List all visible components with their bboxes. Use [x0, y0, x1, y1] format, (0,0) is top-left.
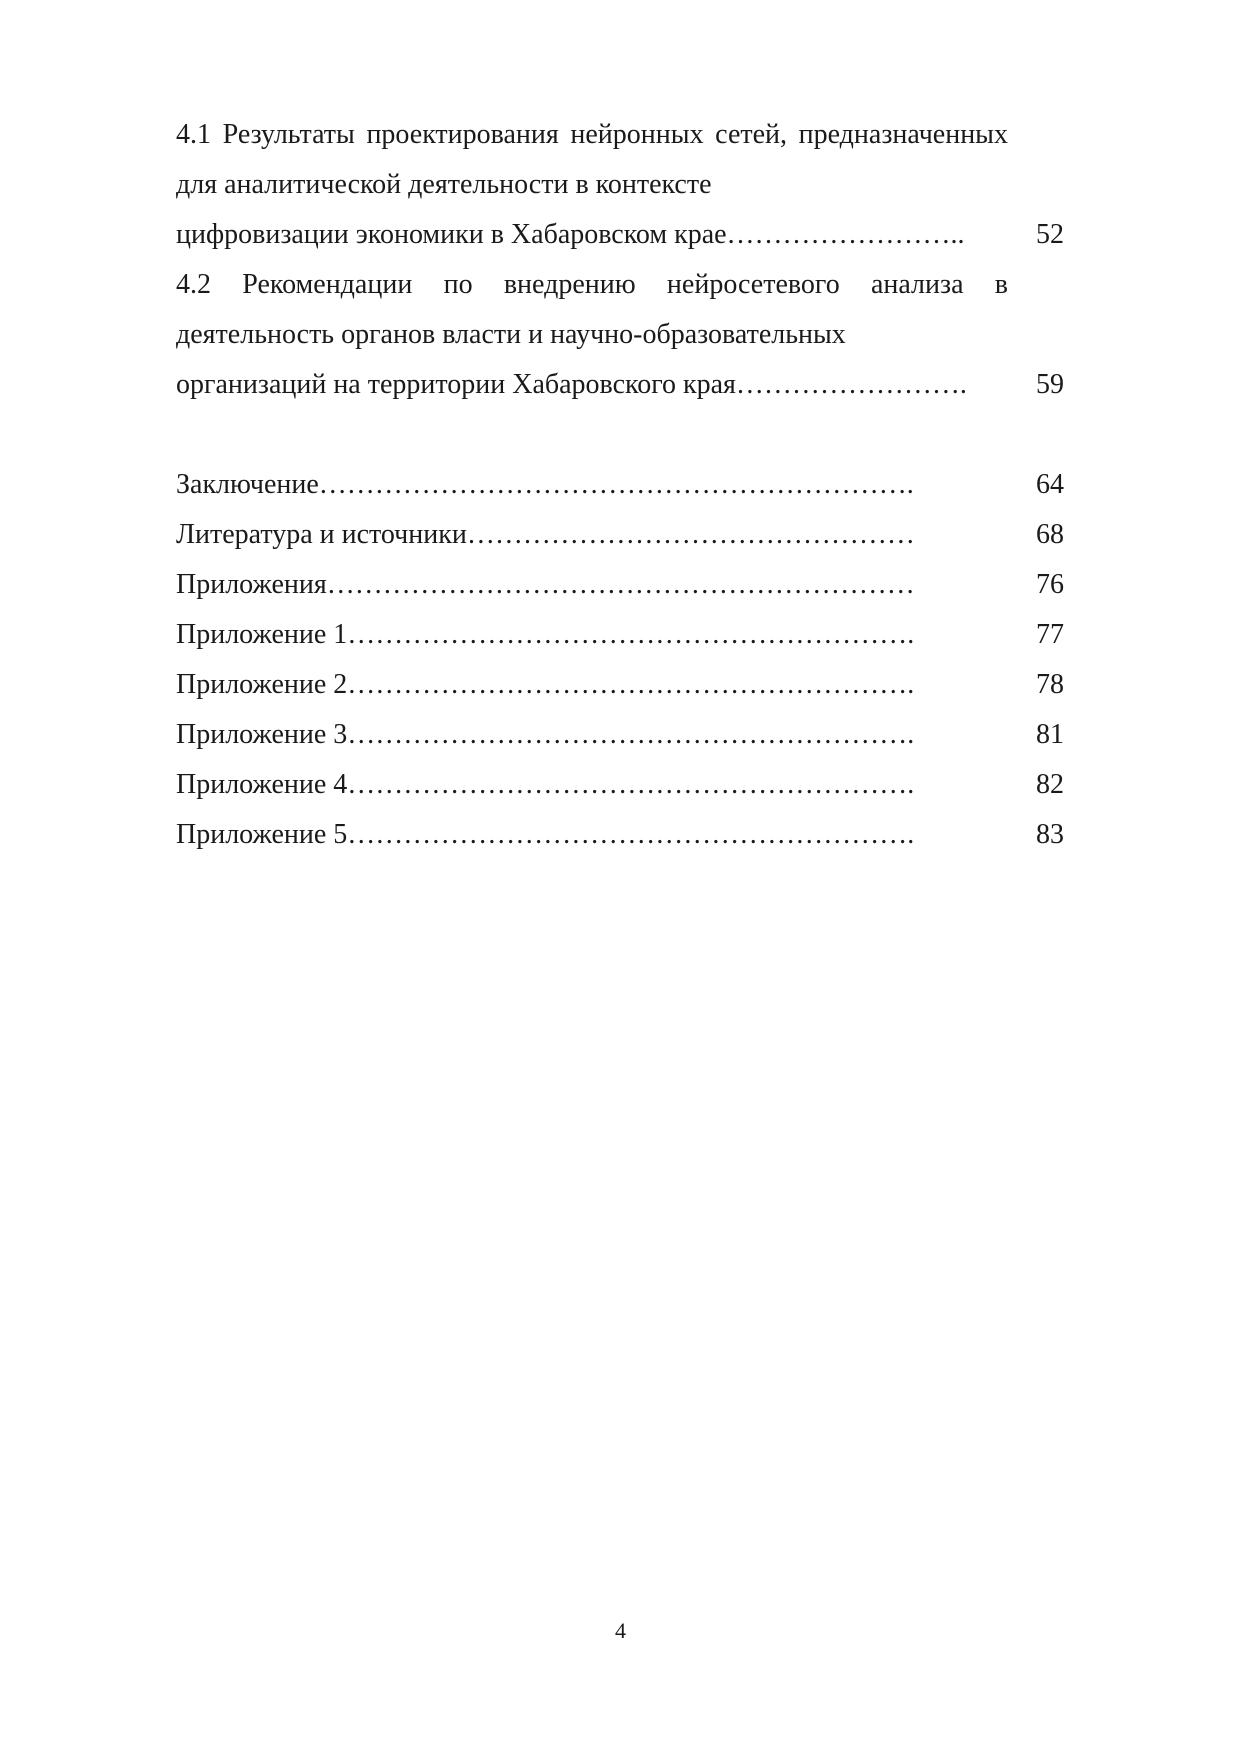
toc-page-number: 64 — [1036, 469, 1064, 500]
toc-entry-title: Приложение 3……………………………………………………. — [176, 719, 915, 750]
toc-subsection-title-leader: организаций на территории Хабаровского края……………………. — [176, 369, 967, 400]
toc-page-number: 77 — [1036, 619, 1064, 650]
toc-entry-literature — [176, 510, 1064, 560]
toc-subsection-4-1 — [176, 110, 1064, 260]
toc-page-number: 82 — [1036, 769, 1064, 800]
toc-entry-conclusion — [176, 460, 1064, 510]
toc-page-number: 68 — [1036, 519, 1064, 550]
table-of-contents — [176, 110, 1064, 860]
page-number-footer: 4 — [615, 1618, 626, 1643]
toc-entry-title: Приложения……………………………………………………… — [176, 569, 915, 600]
toc-entry-appendix-3 — [176, 710, 1064, 760]
toc-entry-appendix-5 — [176, 810, 1064, 860]
toc-spacer — [176, 410, 1064, 460]
toc-subsection-title-leader: цифровизации экономики в Хабаровском крае…………………….. — [176, 219, 965, 250]
toc-page-number: 59 — [1036, 369, 1064, 400]
toc-subsection-title: 4.1 Результаты проектирования нейронных сетей, предназначенных для аналитической деятельности в контексте — [176, 119, 1008, 200]
toc-entry-appendix-4 — [176, 760, 1064, 810]
toc-page-number: 78 — [1036, 669, 1064, 700]
toc-entry-appendix-2 — [176, 660, 1064, 710]
toc-page-number: 81 — [1036, 719, 1064, 750]
toc-entry-title: Приложение 2……………………………………………………. — [176, 669, 915, 700]
toc-entry-title: Приложение 4……………………………………………………. — [176, 769, 915, 800]
toc-entry-title: Приложение 5……………………………………………………. — [176, 819, 915, 850]
toc-entry-title: Заключение………………………………………………………. — [176, 469, 914, 500]
toc-entry-appendices — [176, 560, 1064, 610]
toc-subsection-4-2 — [176, 260, 1064, 410]
toc-entry-title: Приложение 1……………………………………………………. — [176, 619, 915, 650]
toc-entry-title: Литература и источники………………………………………… — [176, 519, 915, 550]
toc-subsection-title: 4.2 Рекомендации по внедрению нейросетевого анализа в деятельность органов власти и научно-образовательных — [176, 269, 1008, 350]
toc-entry-appendix-1 — [176, 610, 1064, 660]
toc-page-number: 83 — [1036, 819, 1064, 850]
toc-page-number: 52 — [1036, 219, 1064, 250]
toc-page-number: 76 — [1036, 569, 1064, 600]
